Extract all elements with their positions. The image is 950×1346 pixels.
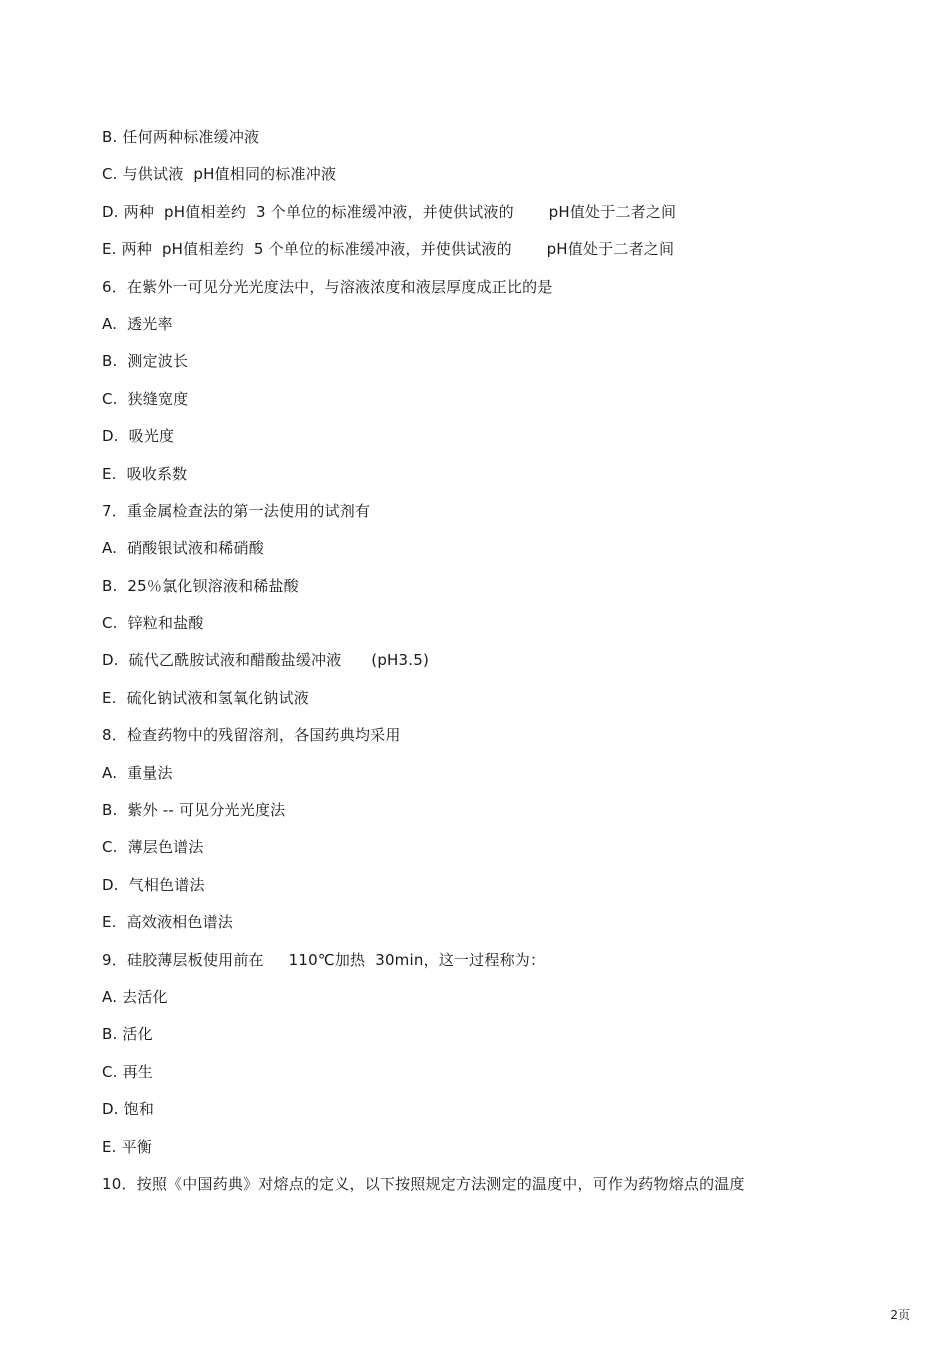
option-b: B. 25％氯化钡溶液和稀盐酸 [102,576,299,595]
option-d: D. 吸光度 [102,427,175,446]
option-c: C. 狭缝宽度 [102,389,189,408]
text-line: D. 两种 pH值相差约 3 个单位的标准缓冲液，并使供试液的 pH值处于二者之间 [102,202,677,221]
option-c: C. 锌粒和盐酸 [102,614,204,633]
option-e: E. 硫化钠试液和氢氧化钠试液 [102,688,309,707]
question-6: 6．在紫外一可见分光光度法中，与溶液浓度和液层厚度成正比的是 [102,277,553,296]
page-number: 2页 [890,1308,910,1322]
question-8: 8．检查药物中的残留溶剂，各国药典均采用 [102,726,401,745]
option-d: D. 饱和 [102,1100,155,1119]
question-7: 7．重金属检查法的第一法使用的试剂有 [102,501,371,520]
option-c: C. 薄层色谱法 [102,838,204,857]
text-line: C. 与供试液 pH值相同的标准冲液 [102,165,337,184]
option-a: A. 透光率 [102,314,173,333]
option-c: C. 再生 [102,1062,154,1081]
text-line: B. 任何两种标准缓冲液 [102,128,260,146]
question-text-block [102,124,902,1208]
option-b: B. 紫外 -- 可见分光光度法 [102,801,286,820]
option-a: A. 重量法 [102,763,173,782]
option-a: A. 去活化 [102,987,168,1006]
option-e: E. 吸收系数 [102,464,188,483]
option-d: D. 气相色谱法 [102,875,205,894]
question-9: 9．硅胶薄层板使用前在 110℃加热 30min，这一过程称为： [102,950,546,969]
option-a: A. 硝酸银试液和稀硝酸 [102,539,264,558]
option-e: E. 平衡 [102,1137,153,1156]
option-b: B. 测定波长 [102,352,189,371]
option-e: E. 高效液相色谱法 [102,913,233,932]
option-b: B. 活化 [102,1025,153,1044]
option-d: D. 硫代乙酰胺试液和醋酸盐缓冲液 (pH3.5) [102,651,430,670]
text-line: E. 两种 pH值相差约 5 个单位的标准缓冲液，并使供试液的 pH值处于二者之间 [102,240,675,259]
question-10: 10．按照《中国药典》对熔点的定义，以下按照规定方法测定的温度中，可作为药物熔点的温度 [102,1174,745,1193]
